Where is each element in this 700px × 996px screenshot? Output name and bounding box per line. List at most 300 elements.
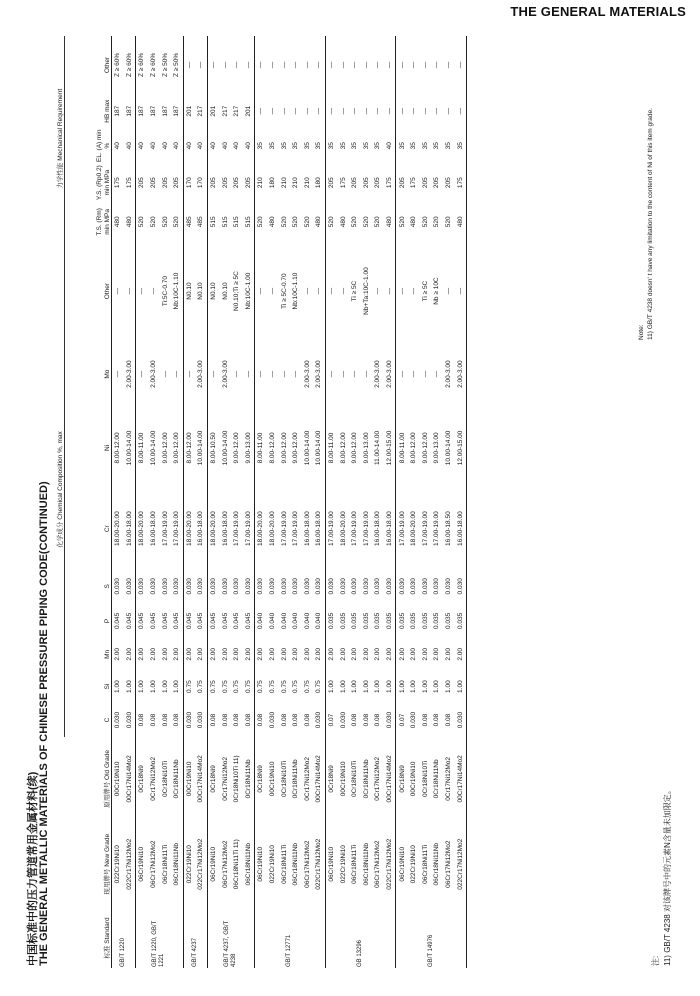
table-cell: Z ≥ 60% [150, 52, 158, 78]
table-cell: — [233, 370, 241, 378]
table-cell: 17.00-19.00 [398, 511, 406, 547]
table-cell: 10.00-14.00 [444, 430, 452, 466]
table-cell: 9.00-12.00 [233, 432, 241, 464]
table-cell: 16.00-18.50 [444, 511, 452, 547]
table-cell: 35 [421, 142, 429, 150]
table-cell: — [421, 370, 429, 378]
col-ts: T.S. (Rm) min MPa [96, 208, 111, 236]
table-cell: 520 [257, 216, 265, 228]
table-cell: — [233, 61, 241, 69]
table-cell: — [114, 287, 122, 295]
table-cell: 2.00 [150, 648, 158, 661]
col-standard: 标准 Standard [103, 917, 111, 959]
table-cell: 0.045 [138, 612, 146, 630]
table-cell: — [315, 287, 323, 295]
table-cell: 18.00-20.00 [114, 511, 122, 547]
table-cell: — [292, 61, 300, 69]
table-cell: 0Cr18Ni11Nb [173, 759, 181, 799]
table-row [243, 36, 255, 968]
table-cell: 16.00-18.00 [197, 511, 205, 547]
col-p: P [103, 618, 111, 624]
table-cell: 0.08 [244, 713, 252, 727]
table-cell: 0Cr17Ni12Mo2 [444, 757, 452, 801]
table-cell: 9.00-12.00 [173, 432, 181, 464]
table-cell: 17.00-19.00 [173, 511, 181, 547]
table-cell: 022Cr17Ni12Mo2 [385, 838, 393, 890]
table-cell: 0.030 [125, 578, 133, 595]
table-cell: — [244, 61, 252, 69]
table-cell: 187 [138, 105, 146, 117]
table-cell: 06Cr19Ni10 [257, 846, 265, 882]
table-cell: 520 [362, 216, 370, 228]
table-row [231, 36, 243, 968]
table-cell: 520 [444, 216, 452, 228]
table-cell: 217 [197, 105, 205, 117]
table-row [124, 36, 136, 968]
table-cell: 210 [292, 177, 300, 189]
table-header [54, 36, 112, 968]
table-cell: — [257, 370, 265, 378]
table-cell: 35 [257, 142, 265, 150]
table-cell: 00Cr17Ni14Mo2 [456, 755, 464, 803]
col-cr: Cr [103, 525, 111, 533]
table-cell: 0.030 [410, 578, 418, 595]
table-cell: 1.00 [410, 680, 418, 693]
table-row [337, 36, 349, 968]
table-cell: 40 [197, 142, 205, 150]
table-cell: 2.00 [362, 648, 370, 661]
table-row [443, 36, 455, 968]
table-cell: 8.00-12.00 [185, 432, 193, 464]
col-other-chem: Other [103, 282, 111, 300]
table-cell: 0.030 [410, 711, 418, 729]
table-cell: 00Cr17Ni14Mo2 [385, 755, 393, 803]
table-cell: 022Cr17Ni12Mo2 [456, 838, 464, 890]
table-cell: 2.00 [269, 648, 277, 661]
table-cell: 205 [374, 177, 382, 189]
table-cell: 35 [280, 142, 288, 150]
table-cell: — [257, 107, 265, 115]
table-cell: 175 [114, 177, 122, 189]
table-cell: 0.08 [221, 713, 229, 727]
note-label: 注: [651, 955, 660, 966]
col-other-mech: Other [103, 56, 111, 74]
table-cell: 9.00-13.00 [362, 432, 370, 464]
table-cell: 0.08 [362, 713, 370, 727]
table-cell: — [351, 370, 359, 378]
table-cell: 0.08 [257, 713, 265, 727]
table-cell: 0.030 [210, 578, 218, 595]
table-cell: 06Cr19Ni10 [210, 846, 218, 882]
table-cell: 0.035 [351, 612, 359, 630]
table-cell: N0.10 [221, 282, 229, 300]
table-cell: 210 [280, 177, 288, 189]
table-cell: 0.030 [327, 578, 335, 595]
table-cell: — [221, 61, 229, 69]
table-cell: 0Cr18Ni11Nb [292, 759, 300, 799]
table-cell: N0.10 [185, 282, 193, 300]
table-cell: 520 [433, 216, 441, 228]
table-cell: Ti ≥ 5C [421, 280, 429, 302]
table-cell: Nb:10C-1.10 [292, 272, 300, 310]
table-cell: 0.030 [173, 578, 181, 595]
table-cell: 12.00-15.00 [385, 430, 393, 466]
table-cell: 17.00-19.00 [433, 511, 441, 547]
table-cell: — [456, 61, 464, 69]
table-cell: 06Cr17Ni12Mo2 [221, 840, 229, 888]
table-cell: 17.00-19.00 [233, 511, 241, 547]
table-cell: 35 [351, 142, 359, 150]
table-cell: 2.00 [244, 648, 252, 661]
table-cell: 0.030 [339, 578, 347, 595]
table-cell: 18.00-20.00 [339, 511, 347, 547]
table-cell: 205 [351, 177, 359, 189]
table-cell: 17.00-19.00 [161, 511, 169, 547]
table-cell: 0.08 [444, 713, 452, 727]
table-cell: 485 [197, 216, 205, 228]
table-cell: 1.00 [456, 680, 464, 693]
table-cell: 520 [150, 216, 158, 228]
table-cell: 022Cr19Ni10 [269, 845, 277, 884]
document-title-cn: 中国标准中的压力管道常用金属材料(续) [27, 771, 39, 966]
table-cell: 1.00 [114, 680, 122, 693]
table-cell: 520 [327, 216, 335, 228]
col-mn: Mn [103, 649, 111, 659]
note-en: 11) GB/T 4238 doesn' t have any limitation to the content of Ni of this item grade. [647, 108, 654, 340]
table-cell: 0.08 [421, 713, 429, 727]
table-row [148, 36, 160, 968]
table-cell: 35 [303, 142, 311, 150]
table-cell: 0.045 [114, 612, 122, 630]
table-cell: 205 [161, 177, 169, 189]
table-cell: 2.00 [444, 648, 452, 661]
table-cell: — [339, 370, 347, 378]
table-cell: 180 [315, 177, 323, 189]
table-cell: 0.08 [303, 713, 311, 727]
table-cell: 0.030 [244, 578, 252, 595]
table-cell: 022Cr19Ni10 [339, 845, 347, 884]
table-cell: — [150, 287, 158, 295]
table-cell: — [161, 370, 169, 378]
table-cell: — [444, 61, 452, 69]
table-cell: 1.00 [125, 680, 133, 693]
table-cell: 1.00 [374, 680, 382, 693]
table-cell: — [410, 370, 418, 378]
table-cell: — [269, 370, 277, 378]
table-cell: — [280, 370, 288, 378]
table-cell: 0.045 [221, 612, 229, 630]
table-cell: 8.00-11.00 [327, 432, 335, 464]
table-cell: 40 [161, 142, 169, 150]
table-cell: 2.00-3.00 [197, 360, 205, 388]
table-cell: 1.00 [421, 680, 429, 693]
table-cell: 2.00-3.00 [303, 360, 311, 388]
table-cell: 0.045 [150, 612, 158, 630]
table-cell: 0.035 [374, 612, 382, 630]
table-cell: — [410, 287, 418, 295]
table-cell: 40 [173, 142, 181, 150]
table-cell: 06Cr18Ni11Ti [351, 844, 359, 884]
table-cell: 2.00 [210, 648, 218, 661]
table-cell: — [257, 61, 265, 69]
col-new-grade: 现用牌号 New Grade [103, 833, 111, 895]
table-cell: 2.00 [173, 648, 181, 661]
table-cell: — [315, 61, 323, 69]
standard-cell: GB/T 1220 [120, 938, 127, 967]
table-cell: — [433, 107, 441, 115]
table-cell: 2.00 [303, 648, 311, 661]
table-cell: 10.00-14.00 [221, 430, 229, 466]
table-cell: — [339, 287, 347, 295]
table-cell: 40 [233, 142, 241, 150]
table-cell: 2.00 [280, 648, 288, 661]
table-cell: 0.030 [398, 578, 406, 595]
table-cell: 06Cr19Ni10 [398, 846, 406, 882]
table-cell: 35 [410, 142, 418, 150]
table-cell: 480 [315, 216, 323, 228]
table-cell: — [185, 61, 193, 69]
col-c: C [103, 717, 111, 723]
table-cell: 00Cr19Ni10 [339, 761, 347, 797]
table-cell: 0.08 [210, 713, 218, 727]
table-cell: 2.00 [339, 648, 347, 661]
table-cell: 06Cr17Ni12Mo2 [303, 840, 311, 888]
table-cell: 1.00 [138, 680, 146, 693]
table-cell: 201 [244, 105, 252, 117]
table-cell: — [138, 287, 146, 295]
table-row [290, 36, 302, 968]
table-row [112, 36, 124, 968]
table-cell: 2.00 [114, 648, 122, 661]
table-cell: 0.035 [398, 612, 406, 630]
table-cell: Z ≥ 60% [125, 52, 133, 78]
table-cell: 11.00-14.00 [374, 430, 382, 466]
table-cell: — [303, 107, 311, 115]
table-cell: 022Cr17Ni12Mo2 [125, 838, 133, 890]
table-cell: 0.035 [385, 612, 393, 630]
table-cell: 0.030 [185, 578, 193, 595]
table-cell: 16.00-18.00 [456, 511, 464, 547]
table-cell: 0.035 [327, 612, 335, 630]
table-cell: — [351, 107, 359, 115]
table-cell: 0.035 [362, 612, 370, 630]
table-cell: 18.00-20.00 [138, 511, 146, 547]
table-cell: 17.00-19.00 [292, 511, 300, 547]
table-cell: — [421, 107, 429, 115]
table-cell: 0.07 [398, 713, 406, 727]
table-cell: 0Cr17Ni12Mo2 [303, 757, 311, 801]
table-cell: Z ≥ 50% [161, 52, 169, 78]
table-cell: 40 [210, 142, 218, 150]
table-row [349, 36, 361, 968]
table-cell: — [374, 61, 382, 69]
table-cell: 06Cr18Ni11Nb [362, 842, 370, 886]
table-cell: 187 [161, 105, 169, 117]
table-cell: 205 [433, 177, 441, 189]
table-cell: — [374, 287, 382, 295]
table-cell: 0Cr18Ni9 [257, 765, 265, 793]
table-cell: 0.75 [280, 680, 288, 693]
table-cell: 0Cr18Ni10Ti [421, 760, 429, 797]
materials-table [54, 36, 467, 968]
table-cell: 205 [233, 177, 241, 189]
table-cell: 2.00 [421, 648, 429, 661]
table-cell: — [185, 370, 193, 378]
table-cell: 022Cr17Ni12Mo2 [197, 838, 205, 890]
table-cell: — [456, 107, 464, 115]
table-cell: — [292, 370, 300, 378]
table-cell: 0.08 [173, 713, 181, 727]
table-cell: — [173, 370, 181, 378]
table-cell: 0.08 [138, 713, 146, 727]
table-cell: 06Cr18Ni11Nb [292, 842, 300, 886]
table-cell: 0.75 [315, 680, 323, 693]
table-cell: 520 [421, 216, 429, 228]
table-cell: 515 [233, 216, 241, 228]
table-cell: 0.045 [125, 612, 133, 630]
table-cell: 35 [292, 142, 300, 150]
table-cell: 515 [244, 216, 252, 228]
table-cell: 0.08 [292, 713, 300, 727]
col-hb: HB max [103, 99, 111, 123]
table-cell: 0Cr18Ni10Ti [280, 760, 288, 797]
table-cell: 17.00-19.00 [362, 511, 370, 547]
standard-group [396, 36, 467, 968]
table-cell: 1.00 [173, 680, 181, 693]
table-row [325, 36, 337, 968]
note-cn: 11) GB/T 4238 对该牌号中的元素N含量未加限定。 [663, 786, 672, 966]
table-cell: 520 [280, 216, 288, 228]
standard-group [136, 36, 183, 968]
table-cell: 0.75 [303, 680, 311, 693]
table-cell: — [398, 287, 406, 295]
table-cell: 18.00-20.00 [185, 511, 193, 547]
table-cell: 2.00-3.00 [385, 360, 393, 388]
table-row [159, 36, 171, 968]
table-cell: 0.08 [280, 713, 288, 727]
table-cell: 0.75 [233, 680, 241, 693]
table-cell: 0.040 [315, 612, 323, 630]
table-cell: — [244, 370, 252, 378]
standard-cell: GB/T 1220, GB/T 1221 [152, 920, 166, 967]
table-cell: — [362, 370, 370, 378]
table-cell: 2.00-3.00 [456, 360, 464, 388]
table-cell: — [433, 61, 441, 69]
table-cell: 8.00-11.00 [138, 432, 146, 464]
table-cell: 175 [385, 177, 393, 189]
table-cell: — [410, 61, 418, 69]
table-cell: 17.00-19.00 [421, 511, 429, 547]
table-cell: 205 [173, 177, 181, 189]
table-cell: 0Cr17Ni12Mo2 [374, 757, 382, 801]
table-cell: 2.00-3.00 [444, 360, 452, 388]
table-cell: 00Cr19Ni10 [185, 761, 193, 797]
table-cell: 1.00 [444, 680, 452, 693]
table-cell: 0.030 [456, 711, 464, 729]
table-cell: 9.00-12.00 [351, 432, 359, 464]
table-cell: — [125, 287, 133, 295]
table-cell: 10.00-14.00 [150, 430, 158, 466]
table-cell: 0.030 [374, 578, 382, 595]
table-cell: 1.00 [150, 680, 158, 693]
table-cell: 9.00-12.00 [421, 432, 429, 464]
table-cell: 18.00-20.00 [410, 511, 418, 547]
table-cell: 480 [339, 216, 347, 228]
table-cell: 480 [410, 216, 418, 228]
table-cell: 175 [410, 177, 418, 189]
table-cell: Nb:10C-1.10 [173, 272, 181, 310]
table-cell: 520 [161, 216, 169, 228]
table-row [219, 36, 231, 968]
table-cell: 0.030 [444, 578, 452, 595]
table-cell: 16.00-18.00 [374, 511, 382, 547]
table-row [431, 36, 443, 968]
table-row [302, 36, 314, 968]
table-cell: Nb:10C-1.00 [244, 272, 252, 310]
table-cell: 0.75 [244, 680, 252, 693]
table-cell: 18.00-20.00 [269, 511, 277, 547]
table-cell: — [433, 370, 441, 378]
table-cell: 0.045 [173, 612, 181, 630]
table-cell: 0Cr18Ni9 [398, 765, 406, 793]
table-cell: 8.00-12.00 [339, 432, 347, 464]
table-cell: 0Cr17Ni12Mo2 [221, 757, 229, 801]
table-cell: 2.00 [456, 648, 464, 661]
table-cell: 0.030 [385, 711, 393, 729]
table-cell: 0.030 [197, 711, 205, 729]
table-cell: 022Cr19Ni10 [114, 845, 122, 884]
table-cell: 520 [303, 216, 311, 228]
table-cell: 2.00 [351, 648, 359, 661]
table-cell: 0.030 [125, 711, 133, 729]
table-cell: — [339, 107, 347, 115]
table-row [384, 36, 396, 968]
col-old-grade: 原用牌号 Old Grade [103, 749, 111, 808]
table-cell: 480 [269, 216, 277, 228]
col-si: Si [103, 683, 111, 690]
table-cell: 17.00-19.00 [351, 511, 359, 547]
table-cell: 1.00 [351, 680, 359, 693]
table-cell: 187 [150, 105, 158, 117]
table-cell: Ti ≥ 5C [351, 280, 359, 302]
table-cell: 8.00-10.50 [210, 432, 218, 464]
table-cell: 00Cr19Ni10 [269, 761, 277, 797]
table-cell: 022Cr17Ni12Mo2 [315, 838, 323, 890]
table-cell: — [210, 61, 218, 69]
table-cell: 06Cr18Ni11Ti 11) [233, 839, 241, 890]
table-cell: 10.00-14.00 [303, 430, 311, 466]
table-cell: 187 [173, 105, 181, 117]
table-cell: 18.00-20.00 [257, 511, 265, 547]
table-cell: 35 [456, 142, 464, 150]
table-cell: — [398, 107, 406, 115]
table-cell: 1.00 [433, 680, 441, 693]
table-cell: 480 [385, 216, 393, 228]
table-row [255, 36, 267, 968]
table-cell: 0.030 [280, 578, 288, 595]
table-cell: 175 [125, 177, 133, 189]
table-cell: 2.00 [398, 648, 406, 661]
table-cell: 2.00 [221, 648, 229, 661]
table-cell: 0.030 [421, 578, 429, 595]
table-cell: 520 [292, 216, 300, 228]
table-cell: 205 [221, 177, 229, 189]
table-cell: 2.00 [410, 648, 418, 661]
table-cell: 06Cr18Ni11Ti [421, 844, 429, 884]
table-cell: 520 [374, 216, 382, 228]
table-cell: 06Cr18Ni11Nb [433, 842, 441, 886]
table-cell: — [456, 287, 464, 295]
